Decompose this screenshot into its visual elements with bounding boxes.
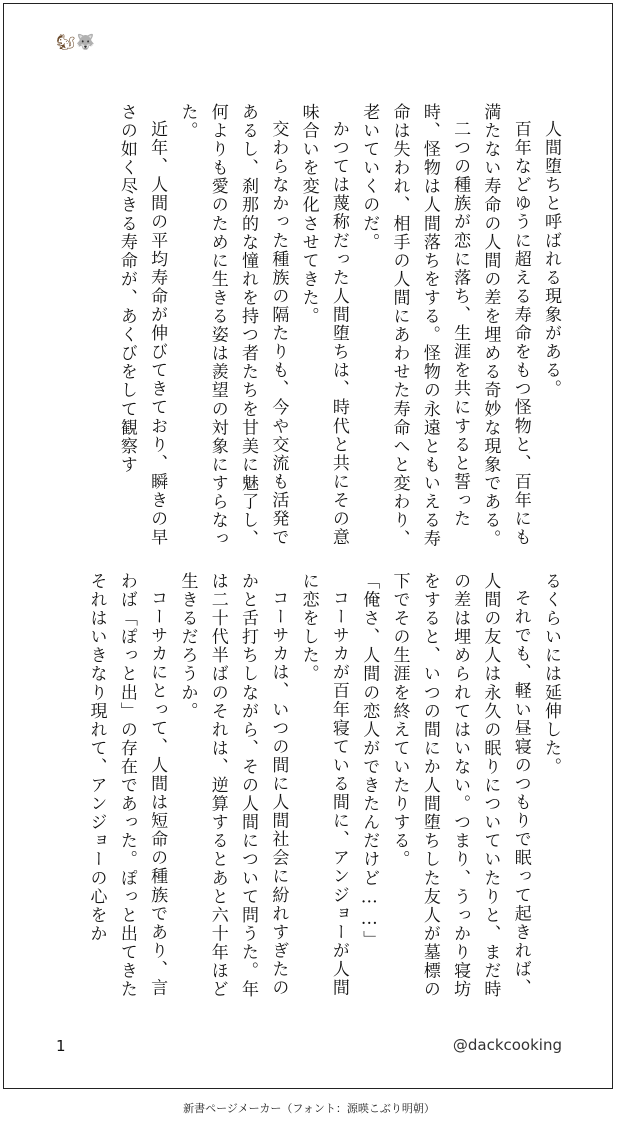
paragraph: コーサカにとって、人間は短命の種族であり、言わば「ぽっと出」の存在であった。ぽっと出てきたそれはいきなり現れて、アンジョーの心をか	[86, 572, 168, 999]
page-number: 1	[56, 1037, 66, 1055]
paragraph-continued: るくらいには延伸した。	[541, 572, 561, 777]
paragraph: 近年、人間の平均寿命が伸びてきており、瞬きの早さの如く尽きる寿命が、あくびをして観察す	[116, 103, 168, 547]
text-block-upper	[54, 103, 566, 558]
paragraph: それでも、軽い昼寝のつもりで眠って起きれば、人間の友人は永久の眠りについていたりと、まだ時の差は埋められてはいない。つまり、うっかり寝坊をすると、いつの間にか人間堕ちした友人が墓標の下でその生涯を終えていたりする。	[389, 572, 531, 999]
paragraph: 二つの種族が恋に落ち、生涯を共にすると誓った時、怪物は人間落ちをする。怪物の永遠ともいえる寿命は失われ、相手の人間にあわせた寿命へと変わり、老いていくのだ。	[359, 103, 471, 549]
text-block-lower	[54, 572, 566, 1004]
paragraph: 交わらなかった種族の隔たりも、今や交流も活発であるし、刹那的な憧れを持つ者たちを甘美に魅了し、何よりも愛のために生きる姿は羨望の対象にすらなった。	[177, 103, 289, 549]
generator-credit: 新書ページメーカー（フォント：源暎こぶり明朝）	[183, 1102, 435, 1115]
dialogue-line: 「俺さ、人間の恋人ができたんだけど……」	[359, 572, 380, 949]
paragraph: かつては蔑称だった人間堕ちは、時代と共にその意味合いを変化させてきた。	[298, 103, 349, 547]
paragraph: 人間堕ちと呼ばれる現象がある。	[541, 120, 561, 399]
paragraph: コーサカは、いつの間に人間社会に紛れすぎたのかと舌打ちしながら、その人間について問うた。年は二十代半ばのそれは、逆算するとあと六十年ほど生きるだろうか。	[177, 572, 289, 999]
paragraph: 百年などゆうに超える寿命をもつ怪物と、百年にも満たない寿命の人間の差を埋める奇妙な現象である。	[480, 103, 531, 549]
paragraph: コーサカが百年寝ている間に、アンジョーが人間に恋をした。	[298, 572, 349, 998]
author-handle: @dackcooking	[452, 1036, 562, 1054]
animal-emoji-icons: 🐿🐺	[56, 33, 96, 51]
